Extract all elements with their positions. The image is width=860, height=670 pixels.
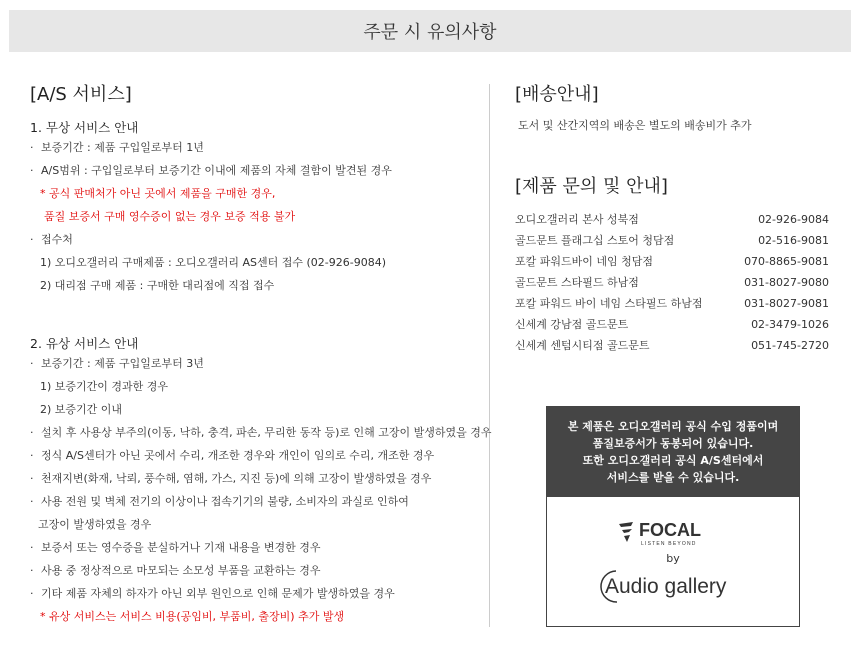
list-item-text: 보증기간 : 제품 구입일로부터 3년: [41, 357, 204, 370]
audio-gallery-logo: [597, 566, 757, 606]
list-item: [30, 375, 480, 398]
free-service-list: [30, 136, 480, 297]
warning-note: [30, 605, 480, 628]
store-row: [515, 272, 829, 293]
list-item: [30, 513, 480, 536]
notice-line: 품질보증서가 동봉되어 있습니다.: [592, 437, 754, 450]
store-row: [515, 209, 829, 230]
store-name: 신세계 센텀시티점 골드문트: [515, 339, 650, 352]
as-service-section: [30, 83, 492, 628]
logo-area: [547, 497, 799, 626]
audio-gallery-wordmark: Audio gallery: [605, 575, 727, 598]
list-item-text: 사용 전원 및 벽체 전기의 이상이나 접속기기의 불량, 소비자의 과실로 인하여: [41, 495, 409, 508]
list-item-text: 1) 오디오갤러리 구매제품 : 오디오갤러리 AS센터 접수 (02-926-9084): [40, 256, 387, 269]
list-item-text: A/S범위 : 구입일로부터 보증기간 이내에 제품의 자체 결함이 발견된 경우: [41, 164, 392, 177]
delivery-text: 도서 및 산간지역의 배송은 별도의 배송비가 추가: [518, 119, 752, 132]
warning-note: [30, 182, 480, 205]
list-item: [30, 536, 480, 559]
bullet-icon: ·: [30, 449, 34, 462]
bullet-icon: ·: [30, 233, 34, 246]
inquiry-title: [제품 문의 및 안내]: [515, 176, 668, 197]
bullet-icon: ·: [30, 564, 34, 577]
store-row: [515, 230, 829, 251]
store-name: 오디오갤러리 본사 성북점: [515, 213, 639, 226]
list-item-text: 접수처: [41, 233, 73, 246]
bullet-icon: ·: [30, 472, 34, 485]
list-item-text: 보증기간 : 제품 구입일로부터 1년: [41, 141, 204, 154]
list-item-text: * 공식 판매처가 아닌 곳에서 제품을 구매한 경우,: [40, 187, 276, 200]
list-item: [30, 251, 480, 274]
bullet-icon: ·: [30, 587, 34, 600]
focal-wordmark: FOCAL: [639, 520, 701, 540]
paid-service-list: [30, 352, 492, 628]
store-name: 신세계 강남점 골드문트: [515, 318, 629, 331]
list-item-text: 보증서 또는 영수증을 분실하거나 기재 내용을 변경한 경우: [41, 541, 321, 554]
focal-logo: [617, 519, 729, 549]
bullet-icon: ·: [30, 426, 34, 439]
list-item-text: 정식 A/S센터가 아닌 곳에서 수리, 개조한 경우와 개인이 임의로 수리, 개조한 경우: [41, 449, 435, 462]
page-title-bar: [9, 10, 851, 52]
right-column: [515, 83, 833, 356]
store-phone: 070-8865-9081: [744, 255, 829, 268]
list-item: [30, 228, 480, 251]
free-service-title: 1. 무상 서비스 안내: [30, 120, 139, 135]
list-item: [30, 490, 480, 513]
list-item-text: 고장이 발생하였을 경우: [38, 518, 152, 531]
store-phone: 02-516-9081: [758, 234, 829, 247]
list-item-text: 2) 대리점 구매 제품 : 구매한 대리점에 직접 접수: [40, 279, 275, 292]
bullet-icon: ·: [30, 495, 34, 508]
list-item-text: 1) 보증기간이 경과한 경우: [40, 380, 169, 393]
store-phone: 031-8027-9081: [744, 297, 829, 310]
by-label: by: [666, 552, 680, 565]
store-list: [515, 209, 829, 356]
notice-line: 또한 오디오갤러리 공식 A/S센터에서: [582, 454, 764, 467]
store-name: 골드문트 스타필드 하남점: [515, 276, 639, 289]
focal-tagline: LISTEN BEYOND: [641, 541, 697, 547]
list-item-text: 품질 보증서 구매 영수증이 없는 경우 보증 적용 불가: [44, 210, 296, 223]
list-item: [30, 582, 480, 605]
list-item-text: * 유상 서비스는 서비스 비용(공임비, 부품비, 출장비) 추가 발생: [40, 610, 345, 623]
list-item: [30, 421, 492, 444]
store-row: [515, 314, 829, 335]
column-divider: [489, 84, 490, 627]
list-item: [30, 136, 480, 159]
store-phone: 02-926-9084: [758, 213, 829, 226]
store-name: 포칼 파워드바이 네임 청담점: [515, 255, 654, 268]
list-item-text: 기타 제품 자체의 하자가 아닌 외부 원인으로 인해 문제가 발생하였을 경우: [41, 587, 395, 600]
store-name: 골드문트 플래그십 스토어 청담점: [515, 234, 675, 247]
list-item-text: 사용 중 정상적으로 마모되는 소모성 부품을 교환하는 경우: [41, 564, 321, 577]
official-import-notice: [546, 406, 800, 627]
list-item: [30, 159, 480, 182]
notice-line: 본 제품은 오디오갤러리 공식 수입 정품이며: [567, 420, 779, 433]
list-item: [30, 444, 480, 467]
store-row: [515, 335, 829, 356]
list-item: [30, 467, 480, 490]
paid-service-title: 2. 유상 서비스 안내: [30, 336, 139, 351]
store-row: [515, 293, 829, 314]
bullet-icon: ·: [30, 357, 34, 370]
page-title: 주문 시 유의사항: [363, 22, 497, 43]
store-phone: 051-745-2720: [751, 339, 829, 352]
list-item-text: 설치 후 사용상 부주의(이동, 낙하, 충격, 파손, 무리한 동작 등)로 인해 고장이 발생하였을 경우: [41, 426, 492, 439]
list-item-text: 2) 보증기간 이내: [40, 403, 123, 416]
list-item: [30, 559, 480, 582]
bullet-icon: ·: [30, 141, 34, 154]
list-item: [30, 274, 480, 297]
store-phone: 02-3479-1026: [751, 318, 829, 331]
store-phone: 031-8027-9080: [744, 276, 829, 289]
list-item: [30, 398, 480, 421]
bullet-icon: ·: [30, 541, 34, 554]
list-item-text: 천재지변(화재, 낙뢰, 풍수해, 염해, 가스, 지진 등)에 의해 고장이 발생하였을 경우: [41, 472, 432, 485]
list-item: [30, 352, 480, 375]
notice-text: [547, 407, 799, 497]
store-row: [515, 251, 829, 272]
delivery-title: [배송안내]: [515, 84, 599, 105]
as-service-title: [A/S 서비스]: [30, 84, 132, 105]
bullet-icon: ·: [30, 164, 34, 177]
notice-line: 서비스를 받을 수 있습니다.: [606, 471, 740, 484]
store-name: 포칼 파워드 바이 네임 스타필드 하남점: [515, 297, 703, 310]
warning-note: [30, 205, 480, 228]
